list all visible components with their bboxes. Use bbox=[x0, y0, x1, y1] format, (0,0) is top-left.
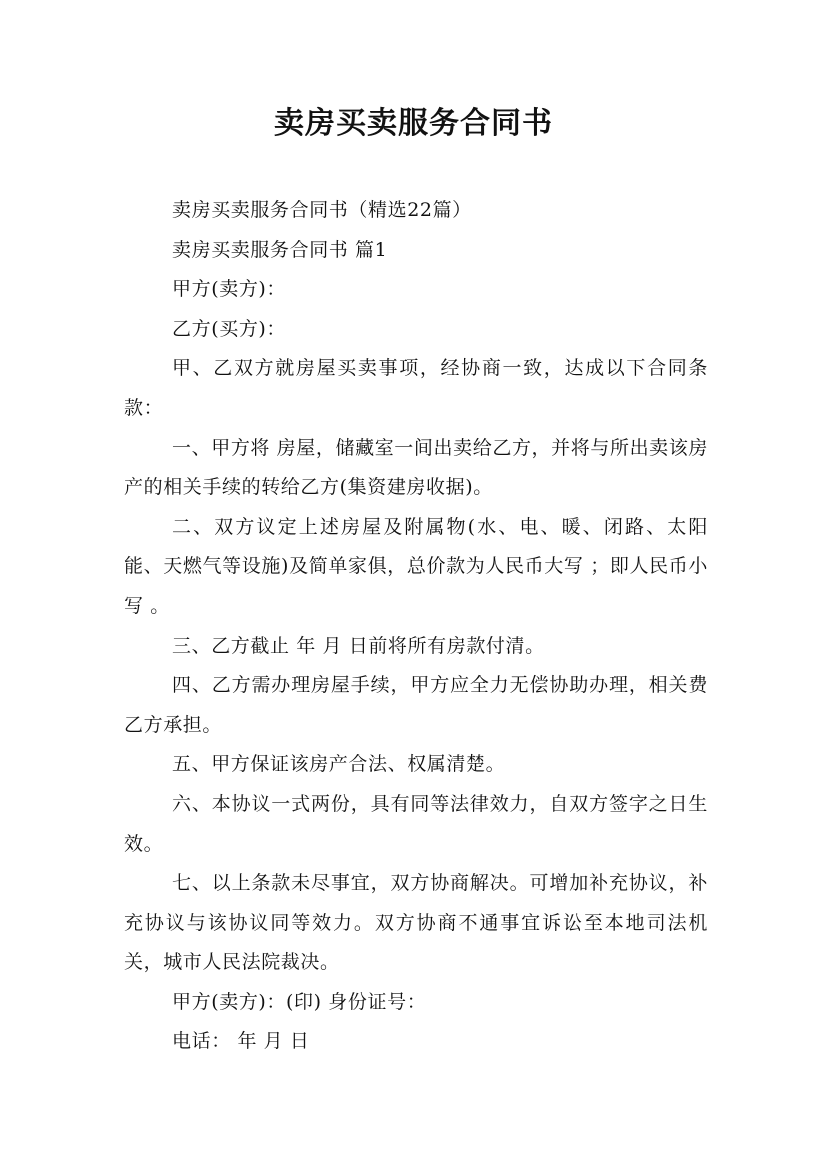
paragraph-clause-5: 五、甲方保证该房产合法、权属清楚。 bbox=[172, 753, 506, 776]
paragraph-clause-1: 一、甲方将 房屋，储藏室一间出卖给乙方，并将与所出卖该房产的相关手续的转给乙方(集资建房收据)。 bbox=[124, 436, 708, 499]
paragraph-clause-2: 二、双方议定上述房屋及附属物(水、电、暖、闭路、太阳能、天燃气等设施)及简单家俱，总价款为人民币大写 ；即人民币小写 。 bbox=[124, 515, 708, 617]
paragraph-section-heading: 卖房买卖服务合同书 篇1 bbox=[172, 238, 388, 261]
paragraph-clause-3: 三、乙方截止 年 月 日前将所有房款付清。 bbox=[172, 634, 545, 657]
paragraph-signature-line: 甲方(卖方)：(印) 身份证号： bbox=[172, 990, 427, 1013]
paragraph-clause-6: 六、本协议一式两份，具有同等法律效力，自双方签字之日生效。 bbox=[124, 792, 708, 855]
paragraph-party-a: 甲方(卖方)： bbox=[172, 278, 287, 301]
paragraph-subtitle: 卖房买卖服务合同书（精选22篇） bbox=[172, 199, 472, 221]
paragraph-intro: 甲、乙双方就房屋买卖事项，经协商一致，达成以下合同条款： bbox=[124, 357, 708, 419]
document-title: 卖房买卖服务合同书 bbox=[274, 106, 553, 141]
paragraph-phone-date: 电话： 年 月 日 bbox=[172, 1030, 310, 1053]
paragraph-clause-7: 七、以上条款未尽事宜，双方协商解决。可增加补充协议，补充协议与该协议同等效力。双方协商不通事宜诉讼至本地司法机关，城市人民法院裁决。 bbox=[124, 872, 708, 974]
document-body bbox=[124, 191, 708, 1062]
paragraph-party-b: 乙方(买方)： bbox=[172, 317, 287, 340]
paragraph-clause-4: 四、乙方需办理房屋手续，甲方应全力无偿协助办理，相关费乙方承担。 bbox=[124, 674, 708, 736]
